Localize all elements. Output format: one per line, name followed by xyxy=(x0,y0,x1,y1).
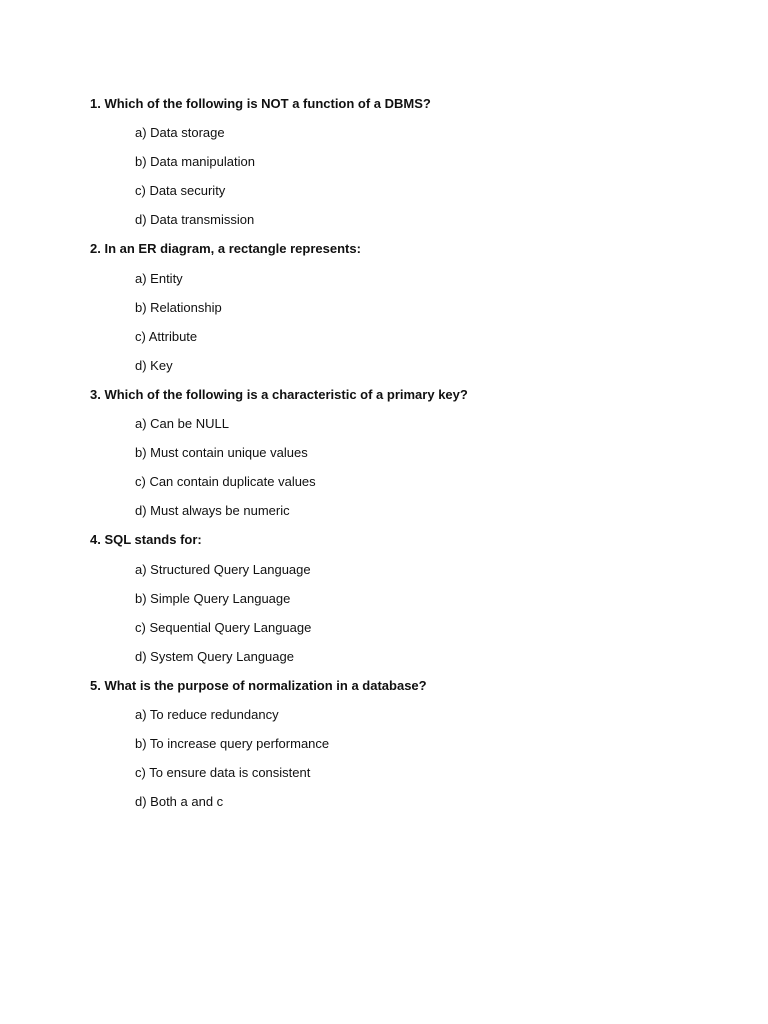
quiz-list xyxy=(90,89,730,816)
option-a: a) Structured Query Language xyxy=(135,561,311,577)
option-d: d) System Query Language xyxy=(135,648,294,664)
option-c: c) To ensure data is consistent xyxy=(135,765,311,781)
option-a: a) To reduce redundancy xyxy=(135,706,279,722)
option-c: c) Attribute xyxy=(135,328,198,344)
question-4 xyxy=(90,525,730,670)
question-text: 5. What is the purpose of normalization in a database? xyxy=(90,677,427,693)
option-a: a) Can be NULL xyxy=(135,416,229,432)
option-c: c) Data security xyxy=(135,183,226,199)
question-3 xyxy=(90,380,730,525)
option-c: c) Can contain duplicate values xyxy=(135,474,316,490)
option-c: c) Sequential Query Language xyxy=(135,619,312,635)
option-b: b) Data manipulation xyxy=(135,154,255,170)
option-d: d) Both a and c xyxy=(135,794,224,810)
option-a: a) Data storage xyxy=(135,125,225,141)
option-b: b) To increase query performance xyxy=(135,736,330,752)
option-d: d) Must always be numeric xyxy=(135,503,290,519)
question-text: 2. In an ER diagram, a rectangle represents: xyxy=(90,241,361,257)
question-text: 1. Which of the following is NOT a function of a DBMS? xyxy=(90,96,431,111)
option-list xyxy=(90,555,730,671)
option-b: b) Must contain unique values xyxy=(135,445,308,461)
option-list xyxy=(90,118,730,234)
option-list xyxy=(90,700,730,816)
option-d: d) Key xyxy=(135,357,173,373)
option-list xyxy=(90,409,730,525)
question-2 xyxy=(90,234,730,379)
question-text: 3. Which of the following is a characteristic of a primary key? xyxy=(90,386,468,402)
question-text: 4. SQL stands for: xyxy=(90,532,202,548)
option-b: b) Relationship xyxy=(135,299,222,315)
question-5 xyxy=(90,671,730,816)
option-list xyxy=(90,264,730,380)
question-1 xyxy=(90,89,730,234)
option-a: a) Entity xyxy=(135,270,183,286)
option-b: b) Simple Query Language xyxy=(135,590,291,606)
option-d: d) Data transmission xyxy=(135,212,255,228)
